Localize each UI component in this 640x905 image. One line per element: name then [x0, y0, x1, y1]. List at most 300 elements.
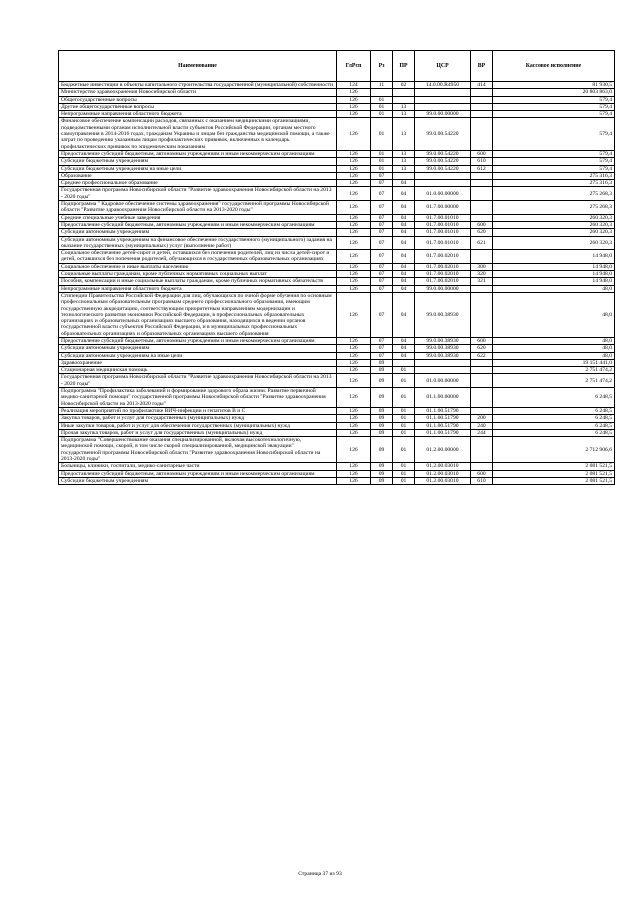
header-rz: Рз: [371, 51, 393, 82]
row-csr: 01.1.00.51790: [415, 407, 471, 414]
row-name: Непрограммные направления областного бюджета: [59, 111, 337, 118]
row-amount: 260 320,3: [493, 229, 615, 236]
row-pr: 01: [393, 422, 415, 429]
row-amount: 6 248,5: [493, 407, 615, 414]
row-vr: [471, 96, 493, 103]
row-grbs: 126: [337, 172, 371, 179]
row-rz: 07: [371, 250, 393, 264]
table-row: [59, 407, 615, 414]
table-row: [59, 201, 615, 215]
row-vr: 610: [471, 158, 493, 165]
row-rz: 09: [371, 470, 393, 477]
row-grbs: 126: [337, 158, 371, 165]
row-grbs: 126: [337, 477, 371, 484]
row-amount: 579,4: [493, 158, 615, 165]
row-name: Реализация мероприятий по профилактике ВИЧ-инфекции и гепатитов B и C: [59, 407, 337, 414]
row-grbs: 126: [337, 285, 371, 292]
row-csr: 99.0.00.38930: [415, 292, 471, 337]
row-grbs: 126: [337, 250, 371, 264]
row-pr: 04: [393, 250, 415, 264]
row-pr: 04: [393, 292, 415, 337]
row-vr: [471, 214, 493, 221]
table-row: [59, 158, 615, 165]
row-rz: 09: [371, 415, 393, 422]
row-rz: 01: [371, 96, 393, 103]
row-grbs: 126: [337, 367, 371, 374]
row-name: Общегосударственные вопросы: [59, 96, 337, 103]
row-vr: [471, 359, 493, 366]
row-rz: 07: [371, 263, 393, 270]
row-pr: [393, 89, 415, 96]
row-rz: 07: [371, 214, 393, 221]
row-pr: 04: [393, 221, 415, 228]
row-name: Закупка товаров, работ и услуг для государственных (муниципальных) нужд: [59, 415, 337, 422]
table-row: [59, 437, 615, 463]
table-row: [59, 337, 615, 344]
row-rz: 09: [371, 429, 393, 436]
row-rz: 09: [371, 407, 393, 414]
row-pr: 04: [393, 187, 415, 201]
row-pr: 04: [393, 214, 415, 221]
row-name: Субсидии бюджетным учреждениям на иные цели: [59, 165, 337, 172]
row-pr: 04: [393, 352, 415, 359]
row-vr: 320: [471, 271, 493, 278]
row-rz: 07: [371, 236, 393, 250]
row-amount: 6 248,5: [493, 429, 615, 436]
row-rz: 07: [371, 187, 393, 201]
row-name: Субсидии бюджетным учреждениям: [59, 158, 337, 165]
row-name: Предоставление субсидий бюджетным, автономным учреждениям и иным некоммерческим организациям: [59, 470, 337, 477]
row-name: Субсидии бюджетным учреждениям: [59, 477, 337, 484]
row-pr: 01: [393, 367, 415, 374]
row-name: Среднее профессиональное образование: [59, 180, 337, 187]
row-vr: 300: [471, 263, 493, 270]
row-rz: 01: [371, 165, 393, 172]
row-rz: 09: [371, 388, 393, 408]
table-row: [59, 118, 615, 150]
row-pr: 01: [393, 388, 415, 408]
row-vr: 600: [471, 337, 493, 344]
row-grbs: 126: [337, 180, 371, 187]
row-grbs: 126: [337, 236, 371, 250]
row-csr: 01.7.00.01010: [415, 221, 471, 228]
row-csr: 99.0.00.38930: [415, 345, 471, 352]
row-name: Социальные выплаты гражданам, кроме публичных нормативных социальных выплат: [59, 271, 337, 278]
row-grbs: 126: [337, 429, 371, 436]
row-csr: 01.1.00.51790: [415, 422, 471, 429]
row-rz: 09: [371, 437, 393, 463]
row-vr: [471, 374, 493, 388]
row-grbs: 126: [337, 221, 371, 228]
row-pr: 04: [393, 278, 415, 285]
row-vr: [471, 388, 493, 408]
row-grbs: 126: [337, 165, 371, 172]
table-row: [59, 278, 615, 285]
row-grbs: 126: [337, 374, 371, 388]
row-name: Социальное обеспечение детей-сирот и детей, оставшихся без попечения родителей, лиц из числа детей-сирот и детей, оставшихся без попечения родителей, обучающихся в государственных образовательных организациях: [59, 250, 337, 264]
row-pr: 13: [393, 165, 415, 172]
header-name: Наименование: [59, 51, 337, 82]
table-row: [59, 388, 615, 408]
row-pr: 13: [393, 158, 415, 165]
row-amount: 14 948,0: [493, 263, 615, 270]
row-csr: 99.0.00.00000: [415, 111, 471, 118]
row-rz: 07: [371, 285, 393, 292]
row-rz: 07: [371, 201, 393, 215]
row-csr: [415, 172, 471, 179]
row-csr: 01.7.00.01010: [415, 229, 471, 236]
table-row: [59, 180, 615, 187]
row-amount: 81 930,5: [493, 82, 615, 89]
row-csr: 01.7.00.01010: [415, 236, 471, 250]
table-row: [59, 285, 615, 292]
row-amount: 19 151 441,0: [493, 359, 615, 366]
row-rz: 07: [371, 337, 393, 344]
table-row: [59, 150, 615, 157]
row-csr: 99.0.00.54220: [415, 150, 471, 157]
row-pr: 01: [393, 415, 415, 422]
row-csr: 01.1.00.51790: [415, 415, 471, 422]
table-row: [59, 187, 615, 201]
row-vr: 622: [471, 352, 493, 359]
row-grbs: 126: [337, 96, 371, 103]
row-pr: 04: [393, 180, 415, 187]
row-amount: 579,4: [493, 111, 615, 118]
table-row: [59, 345, 615, 352]
row-amount: 48,0: [493, 285, 615, 292]
row-vr: [471, 180, 493, 187]
table-header-row: [59, 51, 615, 82]
row-pr: 01: [393, 429, 415, 436]
row-rz: 07: [371, 345, 393, 352]
row-pr: 13: [393, 150, 415, 157]
row-name: Предоставление субсидий бюджетным, автономным учреждениям и иным некоммерческим организациям: [59, 337, 337, 344]
row-pr: 01: [393, 470, 415, 477]
row-amount: 275 268,3: [493, 187, 615, 201]
row-pr: 04: [393, 337, 415, 344]
row-rz: 01: [371, 118, 393, 150]
table-row: [59, 429, 615, 436]
row-name: Государственная программа Новосибирской области "Развитие здравоохранения Новосибирской области на 2013 - 2020 годы": [59, 374, 337, 388]
row-rz: 07: [371, 278, 393, 285]
row-amount: 6 248,5: [493, 388, 615, 408]
row-pr: 04: [393, 229, 415, 236]
row-csr: 01.2.00.03010: [415, 463, 471, 470]
table-row: [59, 415, 615, 422]
header-vr: ВР: [471, 51, 493, 82]
row-name: Стационарная медицинская помощь: [59, 367, 337, 374]
row-grbs: 126: [337, 118, 371, 150]
row-csr: 01.7.00.02010: [415, 263, 471, 270]
row-name: Стипендии Правительства Российской Федерации для лиц, обучающихся по очной форме обучения по основным профессиональным образовательным программам среднего профессионального образования, имеющим государственную аккредитацию, соответствующим приоритетным направлениям модернизации и технологического развития экономики Российской Федерации, в профессиональных образовательных организациях и образовательных организациях высшего образования, находящихся в ведении органов государственной власти субъектов Российской Федерации, и в муниципальных профессиональных образовательных организациях и образовательных организациях высшего образования: [59, 292, 337, 337]
row-name: Субсидии автономным учреждениям: [59, 229, 337, 236]
row-pr: 13: [393, 118, 415, 150]
row-rz: 07: [371, 271, 393, 278]
row-csr: 01.7.00.00000: [415, 201, 471, 215]
row-name: Подпрограмма "Профилактика заболеваний и формирование здорового образа жизни. Развитие первичной медико-санитарной помощи" государственной программы Новосибирской области "Развитие здравоохранения Новосибирской области на 2013-2020 годы": [59, 388, 337, 408]
row-pr: 01: [393, 374, 415, 388]
row-name: Здравоохранение: [59, 359, 337, 366]
row-grbs: 126: [337, 89, 371, 96]
row-vr: [471, 367, 493, 374]
row-grbs: 126: [337, 292, 371, 337]
row-name: Иные закупки товаров, работ и услуг для обеспечения государственных (муниципальных) нужд: [59, 422, 337, 429]
row-rz: 01: [371, 158, 393, 165]
row-amount: 579,4: [493, 150, 615, 157]
row-name: Министерство здравоохранения Новосибирской области: [59, 89, 337, 96]
table-row: [59, 172, 615, 179]
row-amount: 20 803 863,0: [493, 89, 615, 96]
row-name: Субсидии автономным учреждениям на финансовое обеспечение государственного (муниципального) задания на оказание государственных (муниципальных) услуг (выполнение работ): [59, 236, 337, 250]
row-grbs: 126: [337, 352, 371, 359]
row-pr: 01: [393, 477, 415, 484]
row-rz: 07: [371, 221, 393, 228]
row-rz: 07: [371, 352, 393, 359]
row-rz: 01: [371, 103, 393, 110]
row-grbs: 126: [337, 463, 371, 470]
row-csr: 01.0.00.00000: [415, 374, 471, 388]
row-csr: 01.0.00.00000: [415, 187, 471, 201]
row-amount: 579,4: [493, 165, 615, 172]
row-rz: 09: [371, 477, 393, 484]
row-rz: 07: [371, 292, 393, 337]
row-vr: 244: [471, 429, 493, 436]
row-amount: 6 248,5: [493, 415, 615, 422]
row-rz: 11: [371, 82, 393, 89]
row-grbs: 126: [337, 415, 371, 422]
row-vr: 321: [471, 278, 493, 285]
row-vr: [471, 103, 493, 110]
row-csr: [415, 96, 471, 103]
row-amount: 275 316,3: [493, 172, 615, 179]
row-name: Прочая закупка товаров, работ и услуг для государственных (муниципальных) нужд: [59, 429, 337, 436]
row-csr: 01.7.00.02010: [415, 250, 471, 264]
row-vr: 612: [471, 165, 493, 172]
header-pr: ПР: [393, 51, 415, 82]
row-vr: 414: [471, 82, 493, 89]
row-amount: 48,0: [493, 352, 615, 359]
row-amount: 48,0: [493, 345, 615, 352]
row-name: Социальное обеспечение и иные выплаты населению: [59, 263, 337, 270]
row-csr: 99.0.00.54220: [415, 118, 471, 150]
row-amount: 2 751 474,2: [493, 367, 615, 374]
row-vr: 600: [471, 221, 493, 228]
row-amount: 48,0: [493, 292, 615, 337]
row-pr: 04: [393, 201, 415, 215]
row-csr: [415, 180, 471, 187]
row-pr: 01: [393, 437, 415, 463]
table-row: [59, 422, 615, 429]
row-grbs: 126: [337, 407, 371, 414]
budget-execution-table: [58, 50, 615, 485]
row-name: Непрограммные направления областного бюджета: [59, 285, 337, 292]
table-row: [59, 271, 615, 278]
row-vr: [471, 407, 493, 414]
table-row: [59, 103, 615, 110]
row-csr: 01.7.00.02010: [415, 271, 471, 278]
header-amount: Кассовое исполнение: [493, 51, 615, 82]
row-csr: [415, 89, 471, 96]
row-csr: [415, 103, 471, 110]
row-grbs: 126: [337, 337, 371, 344]
row-name: Другие общегосударственные вопросы: [59, 103, 337, 110]
table-row: [59, 236, 615, 250]
row-grbs: 126: [337, 271, 371, 278]
row-pr: [393, 359, 415, 366]
row-vr: 600: [471, 470, 493, 477]
row-vr: [471, 172, 493, 179]
row-amount: 275 268,3: [493, 201, 615, 215]
row-vr: [471, 187, 493, 201]
row-amount: 260 320,3: [493, 214, 615, 221]
row-grbs: 126: [337, 187, 371, 201]
row-grbs: 126: [337, 103, 371, 110]
row-csr: 01.7.00.02010: [415, 278, 471, 285]
row-vr: [471, 463, 493, 470]
page-number: Страница 37 из 93: [298, 871, 342, 877]
row-rz: 07: [371, 172, 393, 179]
row-grbs: 126: [337, 345, 371, 352]
row-rz: 01: [371, 150, 393, 157]
row-name: Образование: [59, 172, 337, 179]
table-row: [59, 111, 615, 118]
row-grbs: 126: [337, 278, 371, 285]
row-amount: 260 320,3: [493, 221, 615, 228]
table-row: [59, 221, 615, 228]
row-amount: 579,4: [493, 118, 615, 150]
row-rz: 07: [371, 180, 393, 187]
row-rz: 09: [371, 359, 393, 366]
row-grbs: 126: [337, 263, 371, 270]
table-row: [59, 250, 615, 264]
row-grbs: 124: [337, 82, 371, 89]
row-amount: 2 081 521,5: [493, 463, 615, 470]
header-csr: ЦСР: [415, 51, 471, 82]
row-vr: [471, 292, 493, 337]
row-rz: 09: [371, 367, 393, 374]
row-pr: 01: [393, 463, 415, 470]
row-grbs: 126: [337, 470, 371, 477]
row-amount: 275 316,3: [493, 180, 615, 187]
row-name: Финансовое обеспечение компенсации расходов, связанных с оказанием медицинскими организациями, подведомственными органам исполнительной власти субъектов Российской Федерации, органам местного самоуправления в 2014-2016 годах, гражданам Украины и лицам без гражданства медицинской помощи, а также затрат по проведению указанным лицам профилактических прививок, включенных в календарь профилактических прививок по эпидемическим показаниям: [59, 118, 337, 150]
row-vr: [471, 118, 493, 150]
table-row: [59, 477, 615, 484]
table-row: [59, 359, 615, 366]
row-name: Субсидии автономным учреждениям на иные цели: [59, 352, 337, 359]
table-row: [59, 352, 615, 359]
table-row: [59, 470, 615, 477]
row-pr: 01: [393, 407, 415, 414]
row-csr: 01.2.00.03010: [415, 470, 471, 477]
row-rz: 09: [371, 374, 393, 388]
table-row: [59, 82, 615, 89]
row-pr: [393, 172, 415, 179]
table-row: [59, 367, 615, 374]
row-amount: 6 248,5: [493, 422, 615, 429]
row-grbs: 126: [337, 437, 371, 463]
row-csr: 01.7.00.01010: [415, 214, 471, 221]
row-pr: 13: [393, 111, 415, 118]
table-row: [59, 463, 615, 470]
row-csr: 99.0.00.00000: [415, 285, 471, 292]
row-amount: 579,4: [493, 103, 615, 110]
row-name: Бюджетные инвестиции в объекты капитального строительства государственной (муниципальной) собственности: [59, 82, 337, 89]
row-name: Подпрограмма "Совершенствование оказания специализированной, включая высокотехнологичную, медицинской помощи, скорой, в том числе скорой специализированной, медицинской эвакуации" государственной программы Новосибирской области "Развитие здравоохранения Новосибирской области на 2013-2020 годы": [59, 437, 337, 463]
row-rz: [371, 89, 393, 96]
row-vr: 620: [471, 345, 493, 352]
table-row: [59, 374, 615, 388]
row-amount: 579,4: [493, 96, 615, 103]
row-name: Пособия, компенсации и иные социальные выплаты гражданам, кроме публичных нормативных обязательств: [59, 278, 337, 285]
row-rz: 09: [371, 422, 393, 429]
table-row: [59, 263, 615, 270]
row-pr: 02: [393, 82, 415, 89]
row-csr: 99.0.00.54220: [415, 165, 471, 172]
row-amount: 14 948,0: [493, 278, 615, 285]
table-row: [59, 165, 615, 172]
row-grbs: 126: [337, 214, 371, 221]
row-name: Государственная программа Новосибирской области "Развитие здравоохранения Новосибирской области на 2013 - 2020 годы": [59, 187, 337, 201]
row-csr: 99.0.00.38930: [415, 352, 471, 359]
row-amount: 2 081 521,5: [493, 470, 615, 477]
row-csr: 14.0.00.R4950: [415, 82, 471, 89]
row-grbs: 126: [337, 229, 371, 236]
row-grbs: 126: [337, 422, 371, 429]
row-name: Предоставление субсидий бюджетным, автономным учреждениям и иным некоммерческим организациям: [59, 150, 337, 157]
row-vr: 600: [471, 150, 493, 157]
table-body: [59, 82, 615, 485]
table-row: [59, 292, 615, 337]
row-amount: 14 948,0: [493, 271, 615, 278]
row-vr: [471, 201, 493, 215]
row-grbs: 126: [337, 150, 371, 157]
row-amount: 2 081 521,5: [493, 477, 615, 484]
row-vr: 610: [471, 477, 493, 484]
row-csr: 01.1.00.51790: [415, 429, 471, 436]
row-rz: 07: [371, 229, 393, 236]
table-row: [59, 89, 615, 96]
row-rz: 09: [371, 463, 393, 470]
row-csr: 01.2.00.03010: [415, 477, 471, 484]
row-vr: 620: [471, 229, 493, 236]
table-row: [59, 214, 615, 221]
row-vr: [471, 437, 493, 463]
row-name: Предоставление субсидий бюджетным, автономным учреждениям и иным некоммерческим организациям: [59, 221, 337, 228]
row-csr: 01.2.00.00000: [415, 437, 471, 463]
row-name: Средние специальные учебные заведения: [59, 214, 337, 221]
row-vr: 240: [471, 422, 493, 429]
row-amount: 48,0: [493, 337, 615, 344]
row-grbs: 126: [337, 201, 371, 215]
row-csr: 99.0.00.54220: [415, 158, 471, 165]
row-name: Подпрограмма " Кадровое обеспечение системы здравоохранения" государственной программы Новосибирской области "Развитие здравоохранения Новосибирской области на 2013-2020 годы": [59, 201, 337, 215]
row-pr: 04: [393, 236, 415, 250]
row-vr: 621: [471, 236, 493, 250]
row-pr: 04: [393, 345, 415, 352]
row-amount: 14 948,0: [493, 250, 615, 264]
table-row: [59, 96, 615, 103]
row-pr: 04: [393, 285, 415, 292]
row-csr: 01.1.00.00000: [415, 388, 471, 408]
row-pr: [393, 96, 415, 103]
row-amount: 2 712 906,6: [493, 437, 615, 463]
table-row: [59, 229, 615, 236]
row-vr: [471, 89, 493, 96]
row-rz: 01: [371, 111, 393, 118]
row-vr: [471, 285, 493, 292]
row-grbs: 126: [337, 111, 371, 118]
row-amount: 260 320,3: [493, 236, 615, 250]
